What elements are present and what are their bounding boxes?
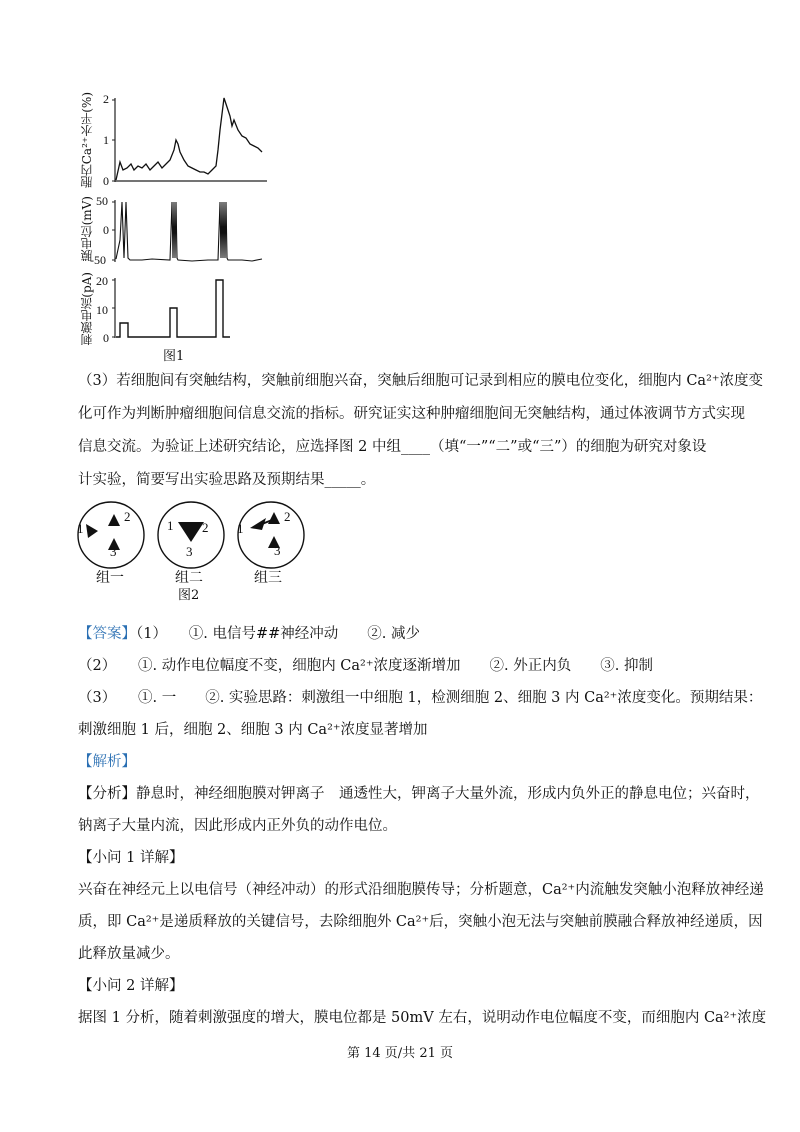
- answer-line-1: [78, 624, 420, 644]
- cell-group-3: [236, 500, 306, 570]
- g2-cell3: 3: [186, 544, 193, 559]
- g1-cell2: 2: [124, 509, 131, 524]
- stimulus-trace: [116, 280, 230, 337]
- answer-part-2: （2） ①. 动作电位幅度不变，细胞内 Ca²⁺浓度逐渐增加 ②. 外正内负 ③. 抑制: [78, 658, 653, 674]
- q2-line-1: 据图 1 分析，随着刺激强度的增大，膜电位都是 50mV 左右，说明动作电位幅度不变，而细胞内 Ca²⁺浓度: [78, 1010, 767, 1026]
- ylabel-stim-current: 刺激电流(pA): [80, 272, 94, 346]
- group-2-label: 组二: [175, 570, 203, 586]
- group-1-label: 组一: [96, 570, 124, 586]
- answer-part-1: （1） ①. 电信号##神经冲动 ②. 减少: [136, 626, 420, 642]
- g3-cell2: 2: [284, 509, 291, 524]
- figure-1-traces: [112, 90, 272, 345]
- group-3-label: 组三: [254, 570, 282, 586]
- figure-1-caption: 图1: [163, 349, 185, 364]
- q1-line-1: 兴奋在神经元上以电信号（神经冲动）的形式沿细胞膜传导；分析题意，Ca²⁺内流触发突触小泡释放神经递: [78, 882, 764, 898]
- q3-line-3: 信息交流。为验证上述研究结论，应选择图 2 中组____（填“一”“二”或“三”）的细胞为研究对象设: [78, 439, 707, 455]
- g1-cell1: 1: [77, 521, 84, 536]
- analysis-line-2: 钠离子大量内流，因此形成内正外负的动作电位。: [78, 818, 397, 834]
- page-footer: 第 14 页/共 21 页: [347, 1046, 453, 1061]
- membrane-trace: [116, 202, 262, 261]
- g2-cell1: 1: [167, 518, 174, 533]
- tick-bot-10: 10: [96, 303, 108, 317]
- q1-line-2: 质，即 Ca²⁺是递质释放的关键信号，去除细胞外 Ca²⁺后，突触小泡无法与突触前膜融合释放神经递质，因: [78, 914, 763, 930]
- calcium-trace: [116, 98, 262, 180]
- answer-part-3: （3） ①. 一 ②. 实验思路：刺激组一中细胞 1，检测细胞 2、细胞 3 内 Ca²⁺浓度变化。预期结果：: [78, 690, 763, 706]
- q2-title: 【小问 2 详解】: [78, 978, 184, 994]
- tick-mid-0: 0: [103, 223, 109, 237]
- tick-top-0: 0: [103, 174, 109, 188]
- q3-line-2: 化可作为判断肿瘤细胞间信息交流的指标。研究证实这种肿瘤细胞间无突触结构，通过体液调节方式实现: [78, 406, 745, 422]
- tick-top-1: 1: [103, 133, 109, 147]
- figure-2-caption: 图2: [178, 588, 200, 603]
- tick-mid-50: 50: [96, 194, 108, 208]
- g1-cell3: 3: [110, 544, 117, 559]
- tick-bot-0: 0: [103, 331, 109, 345]
- ylabel-calcium: 胞内Ca²⁺水平(%): [80, 92, 94, 189]
- answer-part-3-cont: 刺激细胞 1 后，细胞 2、细胞 3 内 Ca²⁺浓度显著增加: [78, 722, 428, 738]
- g3-cell3: 3: [274, 543, 281, 558]
- tick-bot-20: 20: [96, 274, 108, 288]
- tick-top-2: 2: [103, 92, 109, 106]
- answer-tag: 【答案】: [78, 626, 136, 642]
- analysis-line-1: 【分析】静息时，神经细胞膜对钾离子 通透性大，钾离子大量外流，形成内负外正的静息电位；兴奋时，: [78, 786, 760, 802]
- g3-cell1: 1: [237, 521, 244, 536]
- q3-line-1: （3）若细胞间有突触结构，突触前细胞兴奋，突触后细胞可记录到相应的膜电位变化，细胞内 Ca²⁺浓度变: [78, 373, 764, 389]
- q1-line-3: 此释放量减少。: [78, 946, 180, 962]
- g2-cell2: 2: [202, 520, 209, 535]
- ylabel-membrane-potential: 膜电位(mV): [80, 196, 94, 262]
- tick-mid-minus50: -50: [90, 253, 106, 267]
- q3-line-4: 计实验，简要写出实验思路及预期结果_____。: [78, 472, 376, 488]
- analysis-tag: 【解析】: [78, 754, 136, 770]
- q1-title: 【小问 1 详解】: [78, 850, 184, 866]
